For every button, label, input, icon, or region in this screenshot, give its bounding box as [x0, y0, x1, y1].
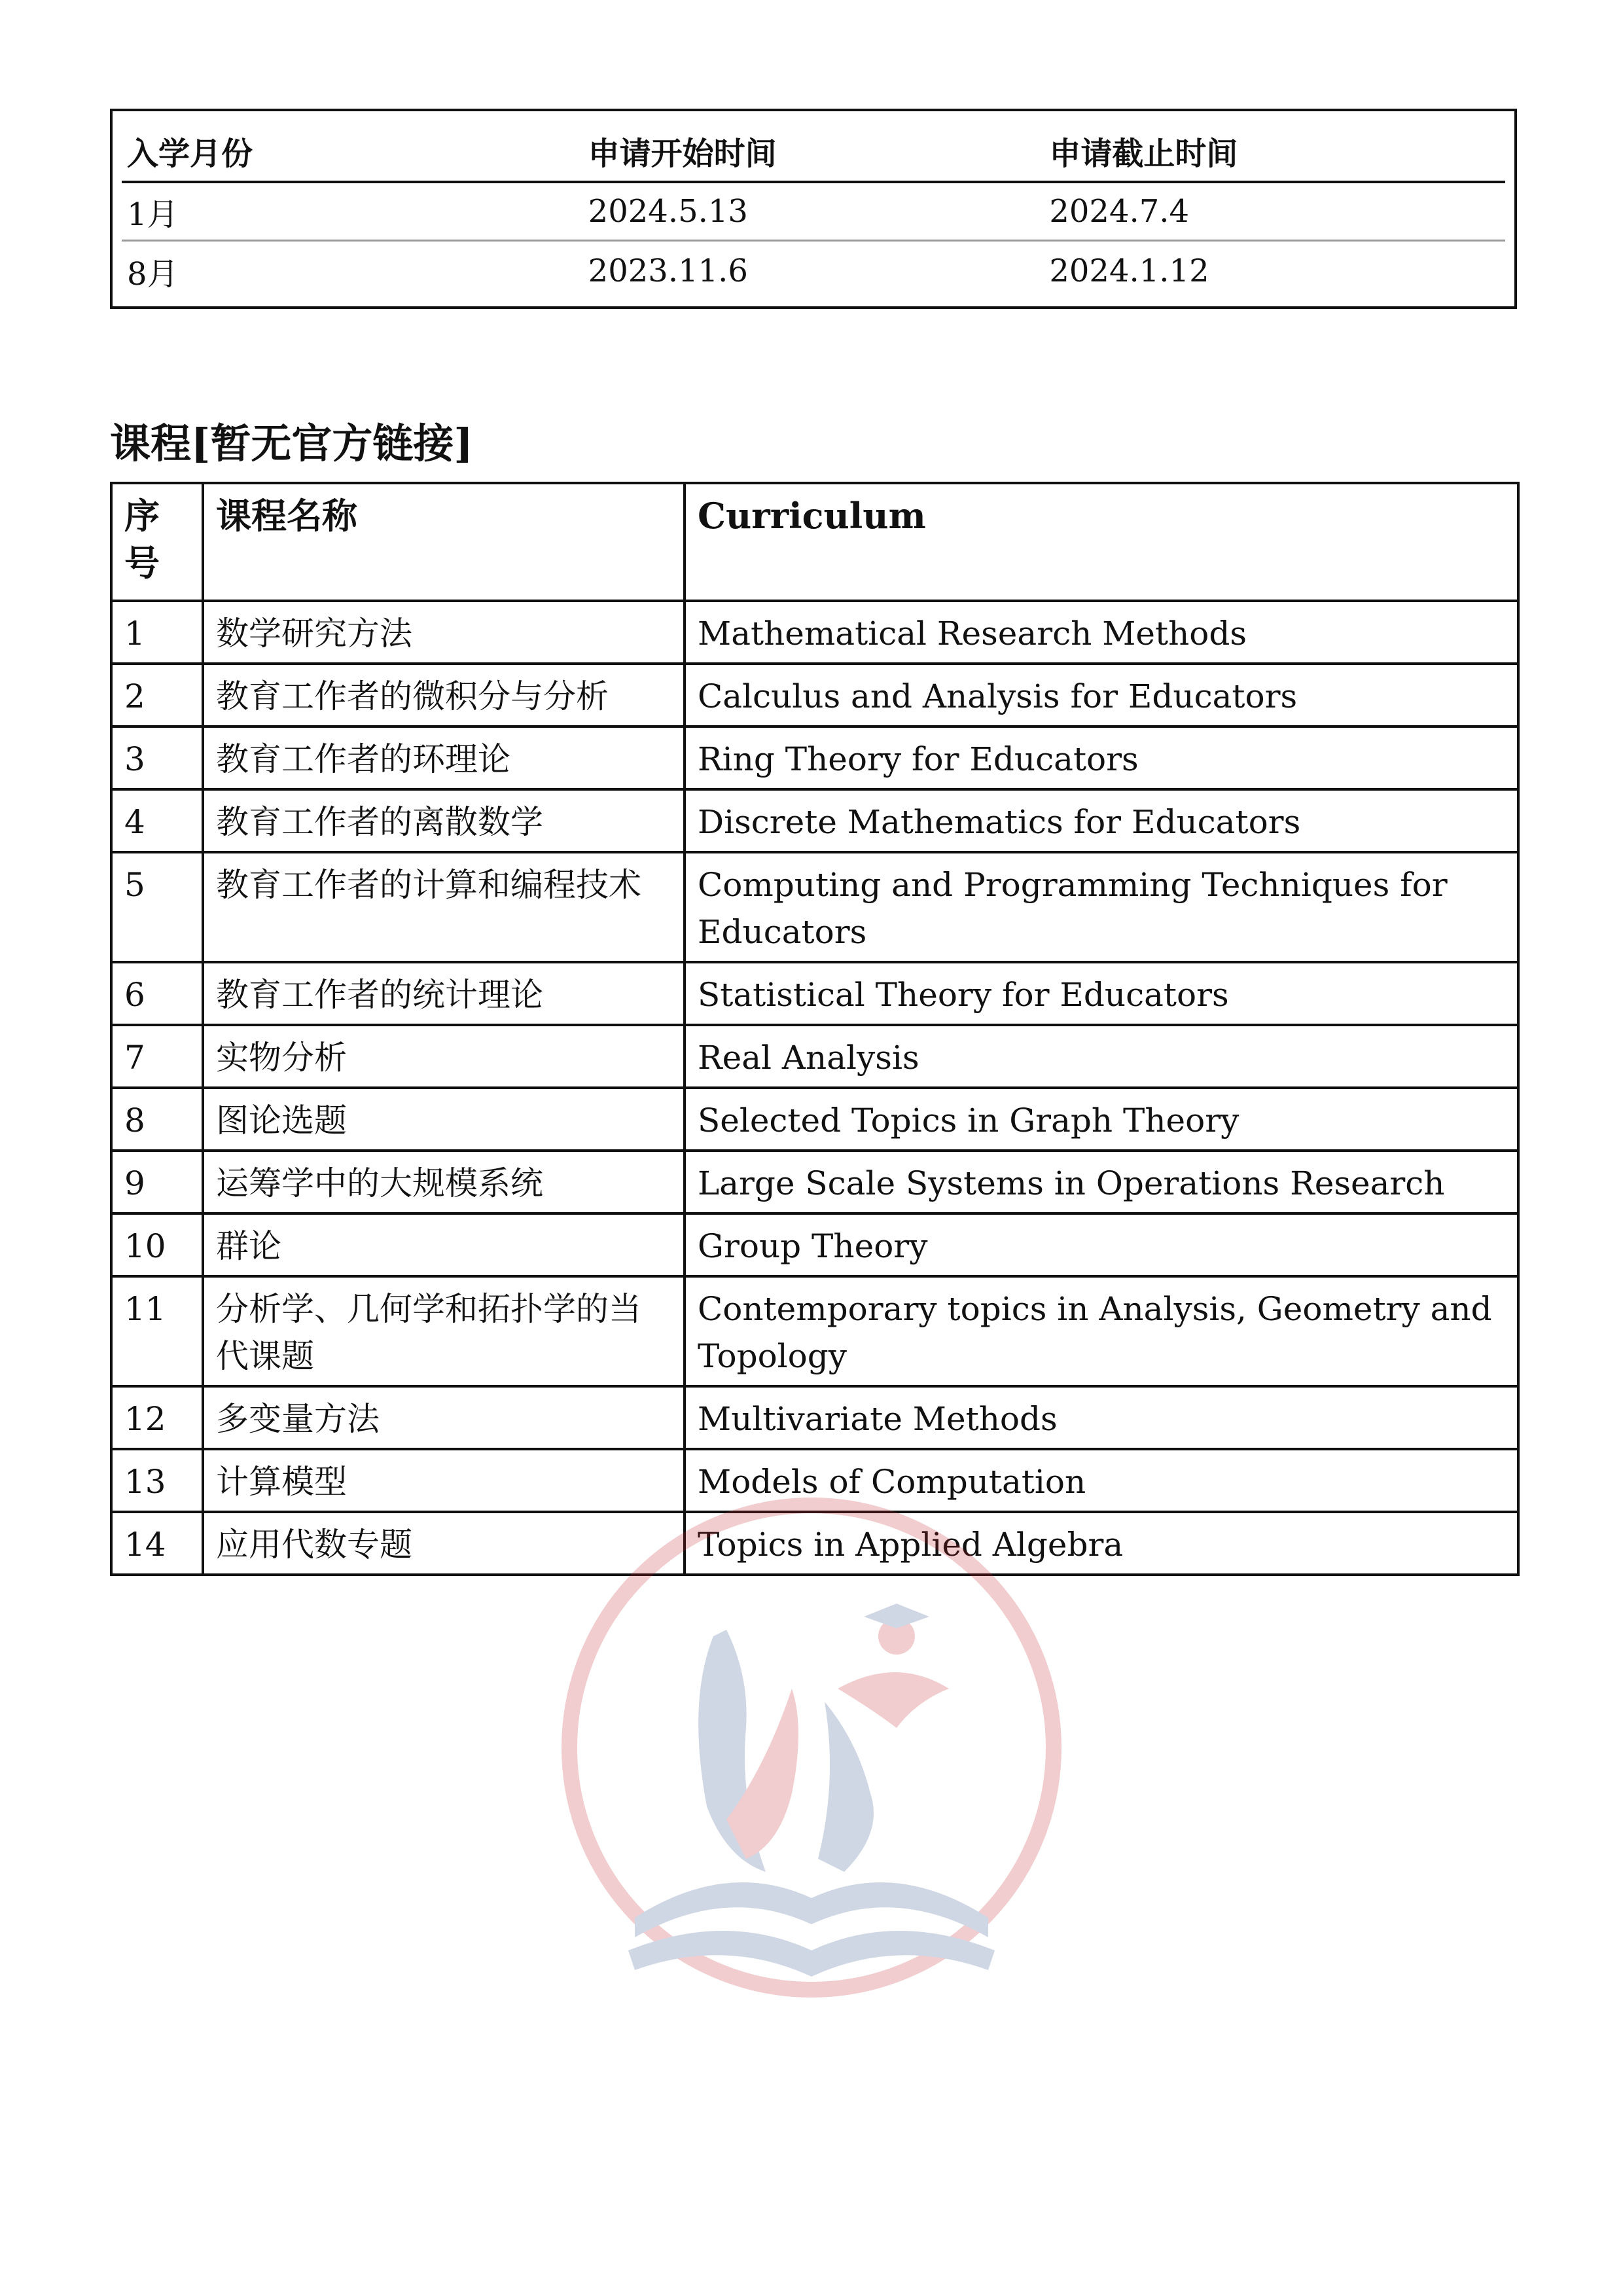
- course-name-cn: 数学研究方法: [203, 601, 685, 664]
- table-row: [111, 1088, 1518, 1151]
- course-number: 8: [111, 1088, 203, 1151]
- course-name-cn: 教育工作者的微积分与分析: [203, 664, 685, 726]
- course-name-cn: 教育工作者的计算和编程技术: [203, 852, 685, 962]
- course-name-cn: 图论选题: [203, 1088, 685, 1151]
- course-name-en: Contemporary topics in Analysis, Geometry and Topology: [685, 1276, 1518, 1386]
- admission-row: [122, 183, 1505, 242]
- course-number: 7: [111, 1025, 203, 1088]
- course-name-cn: 计算模型: [203, 1449, 685, 1512]
- course-header-row: [111, 483, 1518, 601]
- course-name-en: Computing and Programming Techniques for Educators: [685, 852, 1518, 962]
- course-number: 1: [111, 601, 203, 664]
- course-number: 5: [111, 852, 203, 962]
- header-enrollment-month: 入学月份: [127, 135, 253, 172]
- course-name-cn: 分析学、几何学和拓扑学的当代课题: [203, 1276, 685, 1386]
- header-application-deadline: 申请截止时间: [1049, 135, 1238, 172]
- course-name-en: Selected Topics in Graph Theory: [685, 1088, 1518, 1151]
- table-row: [111, 1213, 1518, 1276]
- application-deadline: 2024.7.4: [1049, 193, 1190, 230]
- table-row: [111, 1025, 1518, 1088]
- course-name-cn: 群论: [203, 1213, 685, 1276]
- header-number: 序号: [111, 483, 203, 601]
- course-name-en: Calculus and Analysis for Educators: [685, 664, 1518, 726]
- enrollment-month: 1月: [127, 196, 179, 233]
- course-name-cn: 运筹学中的大规模系统: [203, 1151, 685, 1213]
- course-number: 10: [111, 1213, 203, 1276]
- course-name-en: Large Scale Systems in Operations Research: [685, 1151, 1518, 1213]
- header-course-name: 课程名称: [203, 483, 685, 601]
- application-deadline: 2024.1.12: [1049, 253, 1209, 289]
- course-name-en: Mathematical Research Methods: [685, 601, 1518, 664]
- section-title: 课程[暂无官方链接]: [110, 420, 473, 467]
- course-name-en: Topics in Applied Algebra: [685, 1512, 1518, 1575]
- admission-row: [122, 242, 1505, 300]
- course-number: 3: [111, 726, 203, 789]
- course-name-cn: 实物分析: [203, 1025, 685, 1088]
- course-name-cn: 教育工作者的离散数学: [203, 789, 685, 852]
- table-row: [111, 664, 1518, 726]
- graduation-logo-watermark-icon: [530, 1492, 1093, 2055]
- course-table: [110, 482, 1520, 1576]
- course-number: 9: [111, 1151, 203, 1213]
- course-number: 4: [111, 789, 203, 852]
- course-name-cn: 教育工作者的环理论: [203, 726, 685, 789]
- application-start: 2024.5.13: [588, 193, 748, 230]
- admission-header-row: [122, 120, 1505, 183]
- course-number: 12: [111, 1386, 203, 1449]
- application-start: 2023.11.6: [588, 253, 748, 289]
- course-name-cn: 教育工作者的统计理论: [203, 962, 685, 1025]
- course-name-en: Ring Theory for Educators: [685, 726, 1518, 789]
- enrollment-month: 8月: [127, 255, 179, 293]
- table-row: [111, 601, 1518, 664]
- course-name-en: Real Analysis: [685, 1025, 1518, 1088]
- course-name-en: Models of Computation: [685, 1449, 1518, 1512]
- course-number: 13: [111, 1449, 203, 1512]
- course-name-en: Discrete Mathematics for Educators: [685, 789, 1518, 852]
- table-row: [111, 726, 1518, 789]
- header-curriculum: Curriculum: [685, 483, 1518, 601]
- course-number: 14: [111, 1512, 203, 1575]
- admission-table: [110, 109, 1517, 309]
- course-number: 11: [111, 1276, 203, 1386]
- header-application-start: 申请开始时间: [588, 135, 777, 172]
- course-name-en: Multivariate Methods: [685, 1386, 1518, 1449]
- table-row: [111, 789, 1518, 852]
- table-row: [111, 1151, 1518, 1213]
- course-number: 2: [111, 664, 203, 726]
- table-row: [111, 1276, 1518, 1386]
- table-row: [111, 1386, 1518, 1449]
- table-row: [111, 962, 1518, 1025]
- table-row: [111, 852, 1518, 962]
- course-name-cn: 多变量方法: [203, 1386, 685, 1449]
- course-name-cn: 应用代数专题: [203, 1512, 685, 1575]
- course-number: 6: [111, 962, 203, 1025]
- course-name-en: Statistical Theory for Educators: [685, 962, 1518, 1025]
- course-name-en: Group Theory: [685, 1213, 1518, 1276]
